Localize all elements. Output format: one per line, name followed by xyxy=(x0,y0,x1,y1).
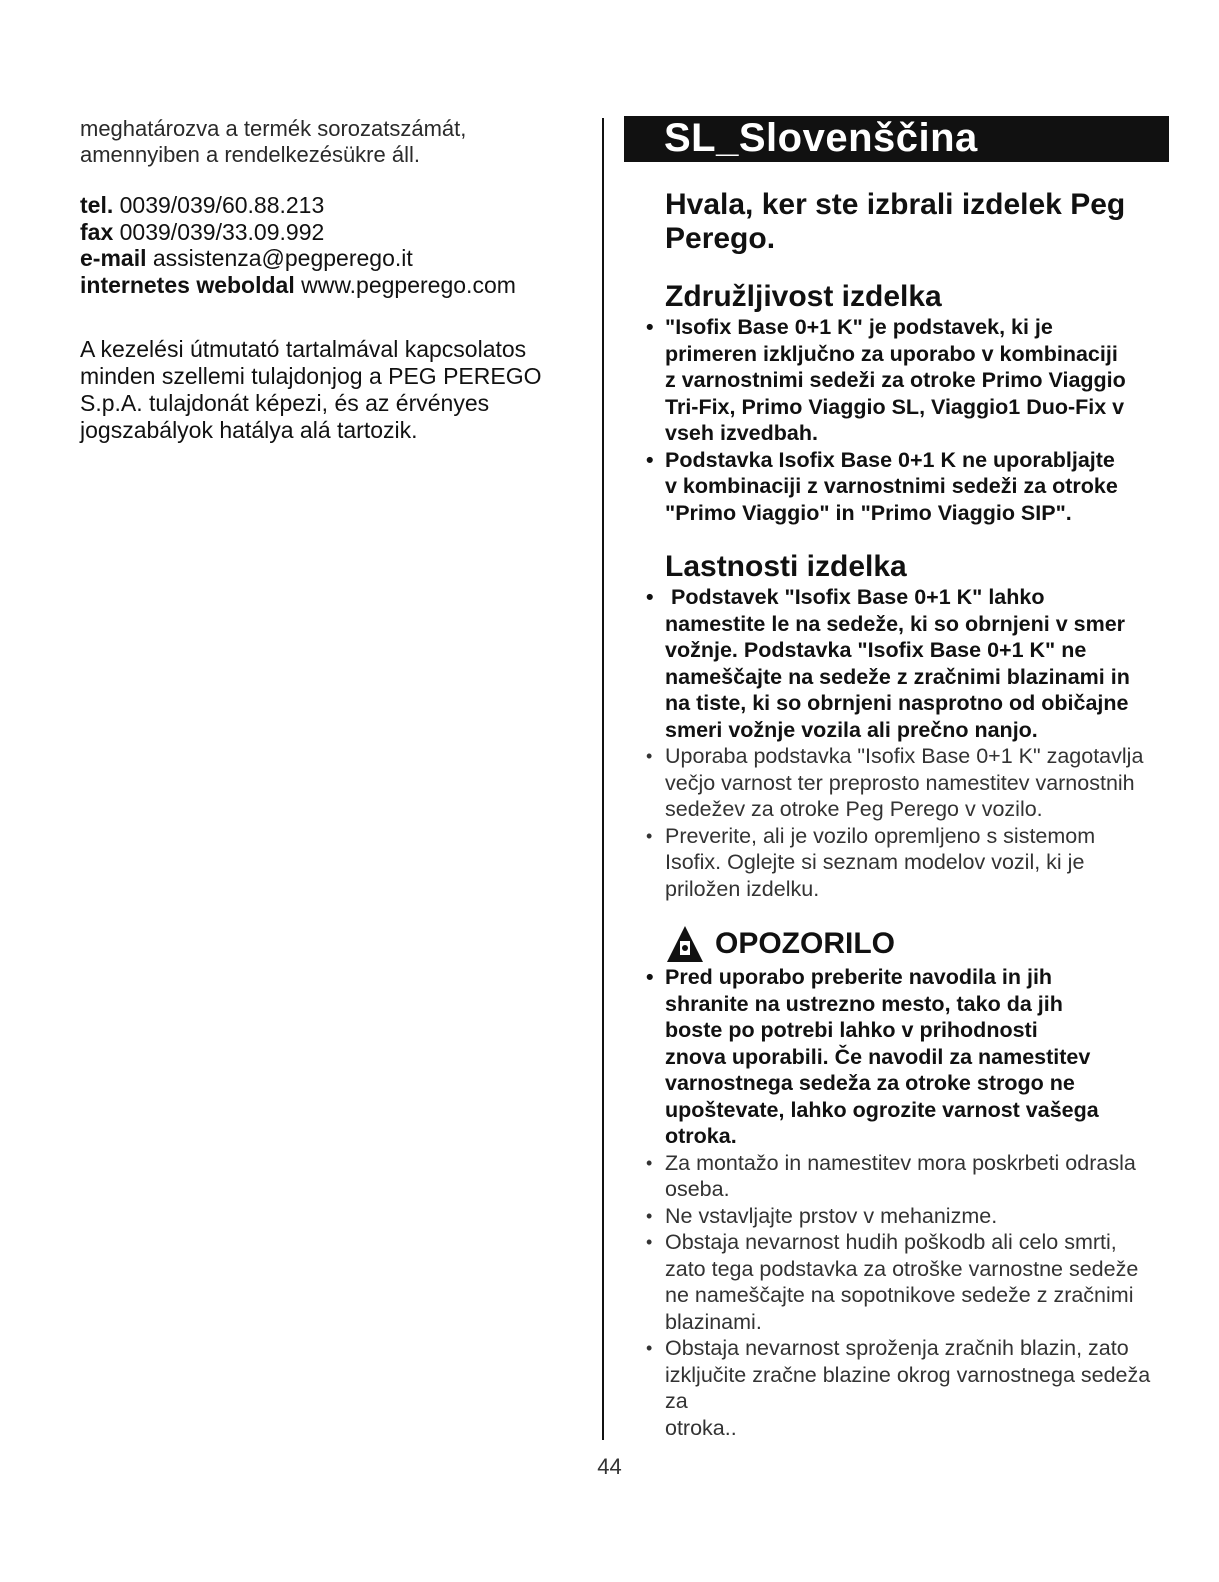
contact-label: fax xyxy=(80,218,114,245)
column-divider xyxy=(602,118,604,1440)
text-line: • Preverite, ali je vozilo opremljeno s sistemom xyxy=(665,823,1096,848)
text-line: priložen izdelku. xyxy=(665,876,820,901)
text-line: S.p.A. tulajdonát képezi, és az érvényes xyxy=(80,390,490,416)
contact-email xyxy=(80,245,580,272)
text-line: boste po potrebi lahko v prihodnosti xyxy=(665,1018,1038,1042)
text-line: • Za montažo in namestitev mora poskrbeti odrasla xyxy=(665,1150,1136,1175)
list-item xyxy=(665,584,1169,743)
list-item xyxy=(665,743,1169,823)
text-line: • Podstavka Isofix Base 0+1 K ne uporabljajte xyxy=(665,447,1115,472)
list-item xyxy=(665,1203,1169,1230)
contact-value: 0039/039/60.88.213 xyxy=(119,192,325,218)
text-line: • Uporaba podstavka "Isofix Base 0+1 K" zagotavlja xyxy=(665,744,1144,768)
warning-triangle-icon xyxy=(665,924,705,964)
text-line: Hvala, ker ste izbrali izdelek Peg xyxy=(665,188,1126,221)
text-line: otroka. xyxy=(665,1124,737,1148)
warning-heading-row xyxy=(665,924,1169,964)
text-line: • "Isofix Base 0+1 K" je podstavek, ki je xyxy=(665,315,1053,339)
text-line: • Obstaja nevarnost sproženja zračnih blazin, zato xyxy=(665,1336,1129,1360)
text-line: vožnje. Podstavka "Isofix Base 0+1 K" ne xyxy=(665,638,1087,662)
text-line: "Primo Viaggio" in "Primo Viaggio SIP". xyxy=(665,500,1072,525)
text-line: • Obstaja nevarnost hudih poškodb ali celo smrti, xyxy=(665,1230,1117,1254)
list-item xyxy=(665,1150,1169,1203)
text-line: na tiste, ki so obrnjeni nasprotno od običajne xyxy=(665,691,1129,715)
list-item xyxy=(665,447,1169,527)
compatibility-list xyxy=(665,314,1169,526)
text-line: amennyiben a rendelkezésükre áll. xyxy=(80,142,420,167)
text-line: otroka.. xyxy=(665,1415,737,1440)
features-heading: Lastnosti izdelka xyxy=(665,550,907,583)
text-line: večjo varnost ter preprosto namestitev varnostnih xyxy=(665,770,1135,795)
text-line: sedežev za otroke Peg Perego v vozilo. xyxy=(665,797,1043,821)
text-line: blazinami. xyxy=(665,1309,762,1334)
left-column xyxy=(80,116,580,444)
text-line: nameščajte na sedeže z zračnimi blazinami in xyxy=(665,664,1130,689)
text-line: vseh izvedbah. xyxy=(665,421,818,445)
text-line: • Pred uporabo preberite navodila in jih xyxy=(665,965,1053,989)
contact-label: e-mail xyxy=(80,245,147,271)
warning-list xyxy=(665,1150,1169,1442)
contact-block xyxy=(80,192,580,298)
slovenian-content xyxy=(624,188,1169,1441)
features-list xyxy=(665,743,1169,902)
list-item xyxy=(665,964,1169,1150)
contact-value: 0039/039/33.09.992 xyxy=(119,218,325,245)
language-header: SL_Slovenščina xyxy=(624,116,1169,162)
contact-label: tel. xyxy=(80,192,114,218)
text-line: Isofix. Oglejte si seznam modelov vozil, ki je xyxy=(665,850,1085,874)
features-bold-list xyxy=(665,584,1169,743)
contact-label: internetes weboldal xyxy=(80,271,295,298)
text-line: jogszabályok hatálya alá tartozik. xyxy=(80,417,418,443)
text-line: Perego. xyxy=(665,222,776,255)
compatibility-heading: Združljivost izdelka xyxy=(665,280,942,313)
text-line: v kombinaciji z varnostnimi sedeži za otroke xyxy=(665,474,1118,498)
list-item xyxy=(665,1335,1169,1441)
text-line: ne nameščajte na sopotnikove sedeže z zračnimi xyxy=(665,1283,1134,1307)
text-line: oseba. xyxy=(665,1177,730,1201)
text-line: namestite le na sedeže, ki so obrnjeni v smer xyxy=(665,611,1126,636)
text-line: A kezelési útmutató tartalmával kapcsolatos xyxy=(80,336,527,362)
list-item xyxy=(665,823,1169,903)
text-line: z varnostnimi sedeži za otroke Primo Viaggio xyxy=(665,368,1126,392)
contact-fax xyxy=(80,219,580,246)
text-line: • Ne vstavljajte prstov v mehanizme. xyxy=(665,1203,998,1228)
text-line: varnostnega sedeža za otroke strogo ne xyxy=(665,1071,1075,1095)
text-line: izključite zračne blazine okrog varnostnega sedeža za xyxy=(665,1362,1151,1413)
text-line: smeri vožnje vozila ali prečno nanjo. xyxy=(665,717,1038,742)
page-number: 44 xyxy=(597,1454,622,1479)
text-line: meghatározva a termék sorozatszámát, xyxy=(80,116,467,141)
list-item xyxy=(665,314,1169,447)
text-line: primeren izključno za uporabo v kombinaciji xyxy=(665,341,1118,366)
text-line: shranite na ustrezno mesto, tako da jih xyxy=(665,991,1063,1016)
contact-value: assistenza@pegperego.it xyxy=(152,245,413,271)
intro-paragraph xyxy=(80,116,580,168)
text-line: znova uporabili. Če navodil za namestitev xyxy=(665,1044,1091,1069)
thanks-heading xyxy=(665,188,1169,256)
text-line: Tri-Fix, Primo Viaggio SL, Viaggio1 Duo-Fix v xyxy=(665,394,1125,419)
list-item xyxy=(665,1229,1169,1335)
contact-tel xyxy=(80,192,580,219)
text-line: minden szellemi tulajdonjog a PEG PEREGO xyxy=(80,363,542,389)
text-line: • Podstavek "Isofix Base 0+1 K" lahko xyxy=(665,585,1045,609)
text-line: upoštevate, lahko ogrozite varnost vašega xyxy=(665,1097,1099,1122)
warning-heading: OPOZORILO xyxy=(715,927,895,960)
warning-bold-list xyxy=(665,964,1169,1150)
contact-value: www.pegperego.com xyxy=(301,271,516,298)
text-line: zato tega podstavka za otroške varnostne sedeže xyxy=(665,1256,1139,1281)
right-column xyxy=(624,116,1169,1441)
ip-paragraph xyxy=(80,336,580,444)
contact-website xyxy=(80,272,580,299)
